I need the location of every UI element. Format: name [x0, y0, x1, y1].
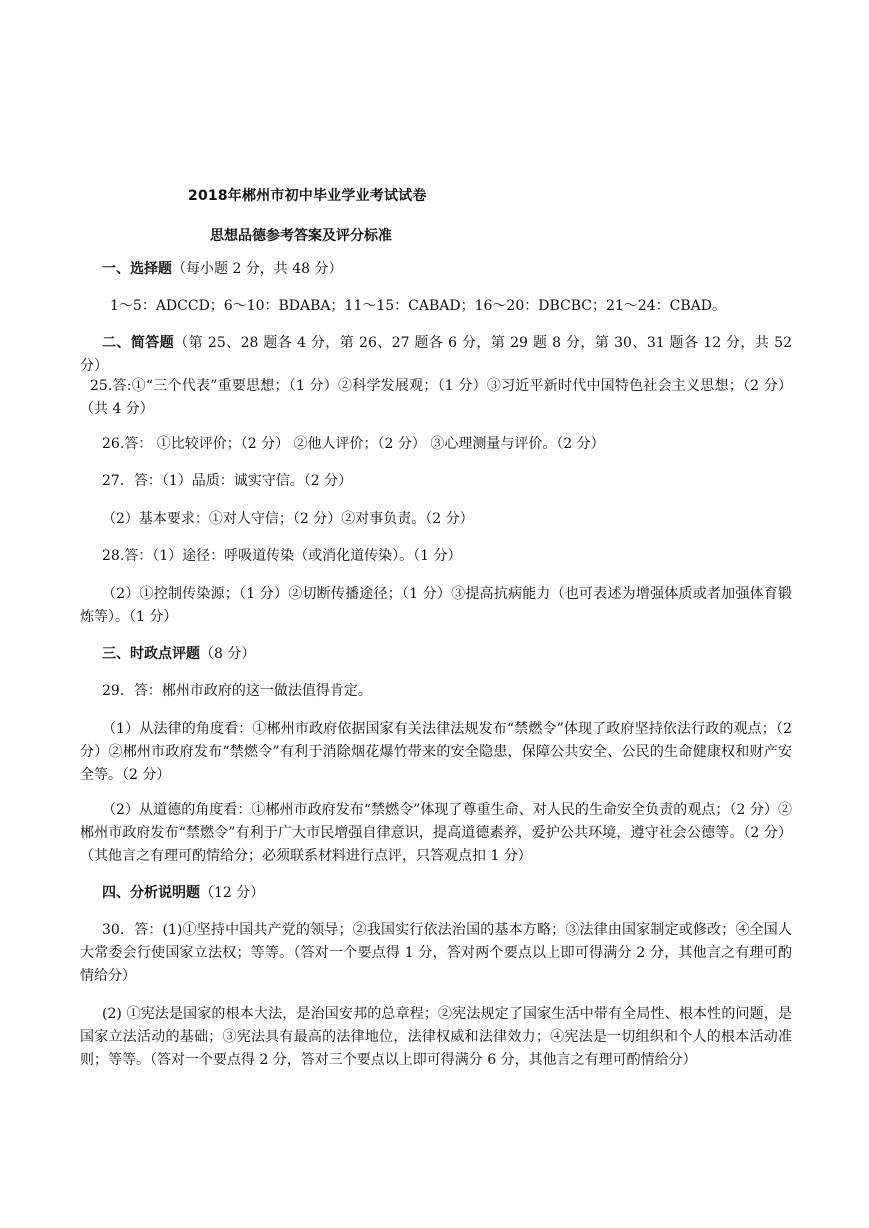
answer-29-point-2: （2）从道德的角度看：①郴州市政府发布“禁燃令”体现了尊重生命、对人民的生命安全负责的观点；（2 分）②郴州市政府发布“禁燃令”有利于广大市民增强自律意识，提高道德素养，爱护公共环境，遵守社会公德等。（2 分）（其他言之有理可酌情给分；必须联系材料进行点评，只答观点扣 1 分）	[80, 802, 792, 864]
section-note: （8 分）	[200, 646, 256, 662]
answer-30-part-1: 30．答：(1)①坚持中国共产党的领导；②我国实行依法治国的基本方略；③法律由国家制定或修改；④全国人大常委会行使国家立法权；等等。（答对一个要点得 1 分，答对两个要点以上即可得满分 2 分，其他言之有理可酌情给分）	[80, 922, 792, 984]
section-heading: 四、分析说明题	[102, 885, 200, 901]
section-4-heading-line	[80, 882, 792, 905]
section-3-heading-line	[80, 643, 792, 666]
answer-25: 25.答:①“三个代表”重要思想；（1 分）②科学发展观；（1 分）③习近平新时代中国特色社会主义思想；（2 分）（共 4 分）	[80, 378, 792, 417]
answer-28-part-1: 28.答：（1）途径：呼吸道传染（或消化道传染）。（1 分）	[102, 548, 462, 564]
document-title: 2018年郴州市初中毕业学业考试试卷	[188, 188, 427, 204]
section-note: （第 25、28 题各 4 分，第 26、27 题各 6 分，第 29 题 8 分，第 30、31 题各 12 分，共 52 分）	[80, 335, 792, 374]
answer-28-part-2: （2）①控制传染源；（1 分）②切断传播途径；（1 分）③提高抗病能力（也可表述为增强体质或者加强体育锻炼等）。（1 分）	[80, 586, 792, 625]
answer-26: 26.答： ①比较评价；（2 分） ②他人评价；（2 分） ③心理测量与评价。（2 分）	[102, 436, 605, 452]
answer-29: 29．答：郴州市政府的这一做法值得肯定。	[102, 683, 372, 699]
section-heading: 二、简答题	[102, 335, 175, 351]
section-1-heading-line	[80, 258, 792, 281]
section-heading: 三、时政点评题	[102, 646, 200, 662]
section-2-heading-line	[80, 332, 792, 378]
section-note: （12 分）	[200, 885, 265, 901]
choice-answers: 1～5：ADCCD；6～10：BDABA；11～15：CABAD；16～20：DBCBC；21～24：CBAD。	[110, 298, 726, 314]
answer-29-point-1: （1）从法律的角度看：①郴州市政府依据国家有关法律法规发布“禁燃令”体现了政府坚持依法行政的观点；（2 分）②郴州市政府发布“禁燃令”有利于消除烟花爆竹带来的安全隐患，保障公共安全、公民的生命健康权和财产安全等。（2 分）	[80, 721, 792, 783]
answer-27-part-2: （2）基本要求：①对人守信；（2 分）②对事负责。（2 分）	[102, 511, 474, 527]
section-heading: 一、选择题	[102, 261, 172, 277]
answer-27-part-1: 27．答：（1）品质：诚实守信。（2 分）	[102, 473, 353, 489]
answer-30-part-2: (2) ①宪法是国家的根本大法，是治国安邦的总章程；②宪法规定了国家生活中带有全局性、根本性的问题，是国家立法活动的基础；③宪法具有最高的法律地位，法律权威和法律效力；④宪法是一切组织和个人的根本活动准则；等等。（答对一个要点得 2 分，答对三个要点以上即可得满分 6 分，其他言之有理可酌情给分）	[80, 1006, 792, 1068]
section-note: （每小题 2 分，共 48 分）	[172, 261, 343, 277]
document-subtitle: 思想品德参考答案及评分标准	[210, 228, 392, 244]
